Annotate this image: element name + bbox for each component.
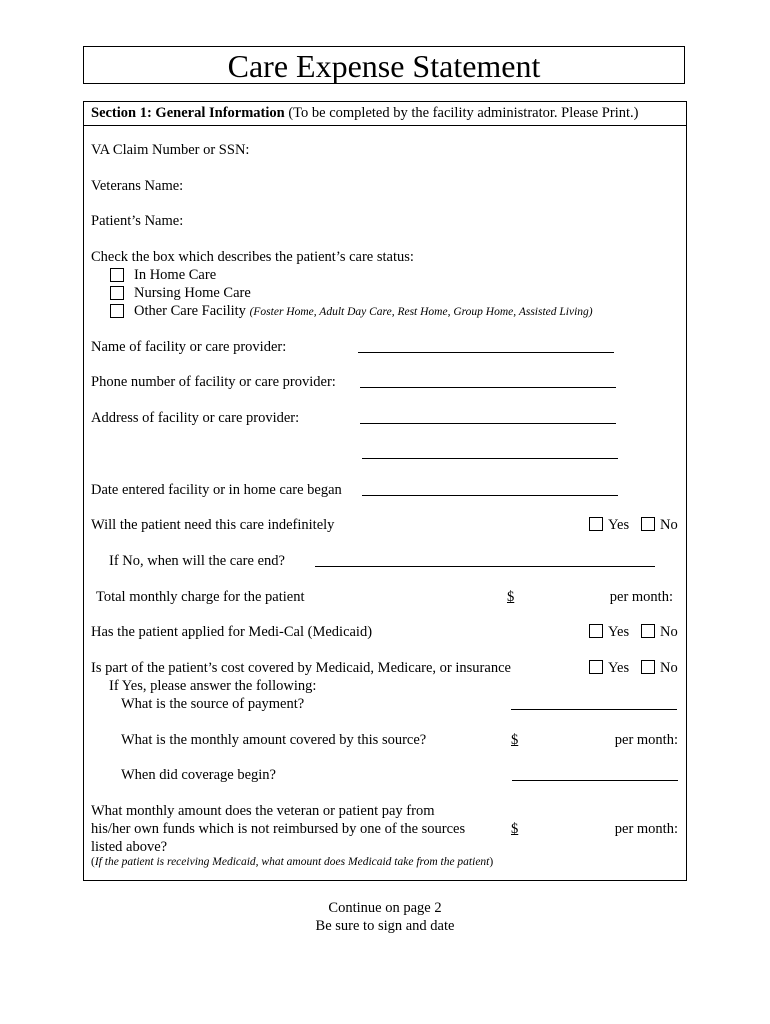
footer-continue: Continue on page 2 (328, 900, 442, 916)
facility-name-label: Name of facility or care provider: (91, 339, 287, 355)
medical-applied-no-label: No (660, 624, 678, 640)
cost-covered-yes-checkbox[interactable] (589, 660, 603, 674)
cost-covered-no-checkbox[interactable] (641, 660, 655, 674)
other-care-facility-label (134, 303, 593, 320)
payment-source-line[interactable] (511, 709, 677, 710)
own-funds-note-text: If the patient is receiving Medicaid, what amount does Medicaid take from the patient (94, 856, 490, 868)
amount-covered-per-month: per month: (614, 732, 678, 748)
total-charge-label: Total monthly charge for the patient (96, 589, 305, 605)
coverage-begin-line[interactable] (512, 780, 678, 781)
footer-sign-date: Be sure to sign and date (315, 918, 455, 934)
if-yes-label: If Yes, please answer the following: (109, 678, 317, 694)
section-1-header (83, 101, 687, 126)
facility-name-line[interactable] (358, 352, 614, 353)
indefinite-no-label: No (660, 517, 678, 533)
nursing-home-care-checkbox[interactable] (110, 286, 124, 300)
amount-covered-amount[interactable] (511, 732, 678, 749)
other-care-facility-note: (Foster Home, Adult Day Care, Rest Home, Group Home, Assisted Living) (249, 306, 593, 318)
care-status-prompt: Check the box which describes the patient’s care status: (91, 249, 414, 265)
date-entered-line[interactable] (362, 495, 618, 496)
facility-address-line-1[interactable] (360, 423, 616, 424)
coverage-begin-label: When did coverage begin? (121, 767, 276, 783)
facility-address-line-2[interactable] (362, 458, 618, 459)
cost-covered-label: Is part of the patient’s cost covered by Medicaid, Medicare, or insurance (91, 660, 511, 676)
own-funds-line-3: listed above? (91, 839, 168, 855)
own-funds-per-month: per month: (614, 821, 678, 837)
own-funds-amount[interactable] (511, 821, 678, 838)
patients-name-label: Patient’s Name: (91, 213, 184, 229)
cost-covered-no-label: No (660, 660, 678, 676)
date-entered-label: Date entered facility or in home care began (91, 482, 342, 498)
care-end-line[interactable] (315, 566, 655, 567)
note-close-paren: ) (489, 856, 494, 868)
indefinite-no-checkbox[interactable] (641, 517, 655, 531)
total-charge-dollar: $ (507, 589, 515, 605)
medical-applied-label: Has the patient applied for Medi-Cal (Medicaid) (91, 624, 373, 640)
indefinite-yes-label: Yes (608, 517, 630, 533)
care-end-label: If No, when will the care end? (109, 553, 285, 569)
claim-number-label: VA Claim Number or SSN: (91, 142, 250, 158)
in-home-care-checkbox[interactable] (110, 268, 124, 282)
cost-covered-yes-label: Yes (608, 660, 630, 676)
medical-applied-yes-label: Yes (608, 624, 630, 640)
indefinite-yes-checkbox[interactable] (589, 517, 603, 531)
own-funds-line-1: What monthly amount does the veteran or patient pay from (91, 803, 435, 819)
own-funds-line-2: his/her own funds which is not reimbursed by one of the sources (91, 821, 466, 837)
amount-covered-label: What is the monthly amount covered by this source? (121, 732, 427, 748)
note-open-paren: ( (91, 856, 95, 868)
facility-phone-label: Phone number of facility or care provider: (91, 374, 336, 390)
section-heading-note: (To be completed by the facility administrator. Please Print.) (288, 105, 639, 121)
medical-applied-no-checkbox[interactable] (641, 624, 655, 638)
veterans-name-label: Veterans Name: (91, 178, 184, 194)
medical-applied-yes-checkbox[interactable] (589, 624, 603, 638)
facility-phone-line[interactable] (360, 387, 616, 388)
total-charge-per-month: per month: (609, 589, 673, 605)
in-home-care-label: In Home Care (134, 267, 217, 283)
other-care-facility-checkbox[interactable] (110, 304, 124, 318)
payment-source-label: What is the source of payment? (121, 696, 305, 712)
other-care-facility-text: Other Care Facility (134, 303, 246, 319)
facility-address-label: Address of facility or care provider: (91, 410, 300, 426)
amount-covered-dollar: $ (511, 732, 519, 748)
form-title: Care Expense Statement (83, 46, 685, 84)
section-heading: Section 1: General Information (91, 105, 285, 121)
total-charge-amount[interactable] (507, 589, 675, 606)
nursing-home-care-label: Nursing Home Care (134, 285, 251, 301)
own-funds-dollar: $ (511, 821, 519, 837)
indefinite-label: Will the patient need this care indefinitely (91, 517, 335, 533)
own-funds-note (91, 856, 493, 868)
